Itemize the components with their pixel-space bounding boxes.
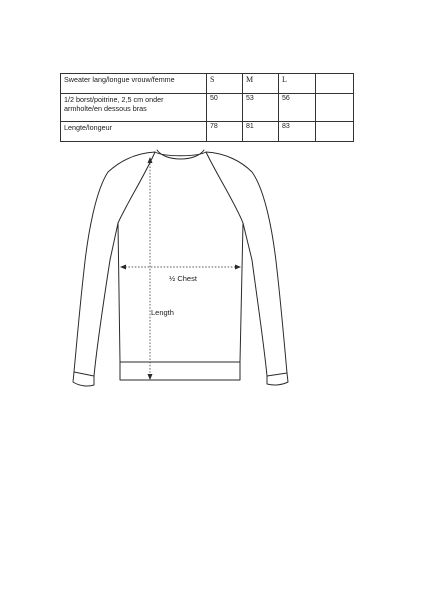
length-s-value: 78 [207, 122, 243, 142]
chest-label: ½ Chest [169, 274, 197, 283]
length-label: Length [151, 308, 174, 317]
length-l-value: 83 [279, 122, 316, 142]
chest-arrow-right-icon [235, 265, 241, 270]
header-label-cell: Sweater lang/longue vrouw/femme [61, 74, 207, 94]
chest-m-value: 53 [243, 94, 279, 122]
chest-l-value: 56 [279, 94, 316, 122]
size-m-header: M [243, 74, 279, 94]
length-label-cell: Lengte/longeur [61, 122, 207, 142]
length-m-value: 81 [243, 122, 279, 142]
chest-arrow-left-icon [120, 265, 126, 270]
sweater-body-outline [74, 152, 287, 376]
length-arrow-bottom-icon [148, 374, 153, 380]
right-raglan-seam [206, 152, 243, 223]
waistband [120, 362, 240, 380]
size-s-header: S [207, 74, 243, 94]
chest-label-cell: 1/2 borst/poitrine, 2,5 cm onder armholte/en dessous bras [61, 94, 207, 122]
chest-s-value: 50 [207, 94, 243, 122]
size-l-header: L [279, 74, 316, 94]
